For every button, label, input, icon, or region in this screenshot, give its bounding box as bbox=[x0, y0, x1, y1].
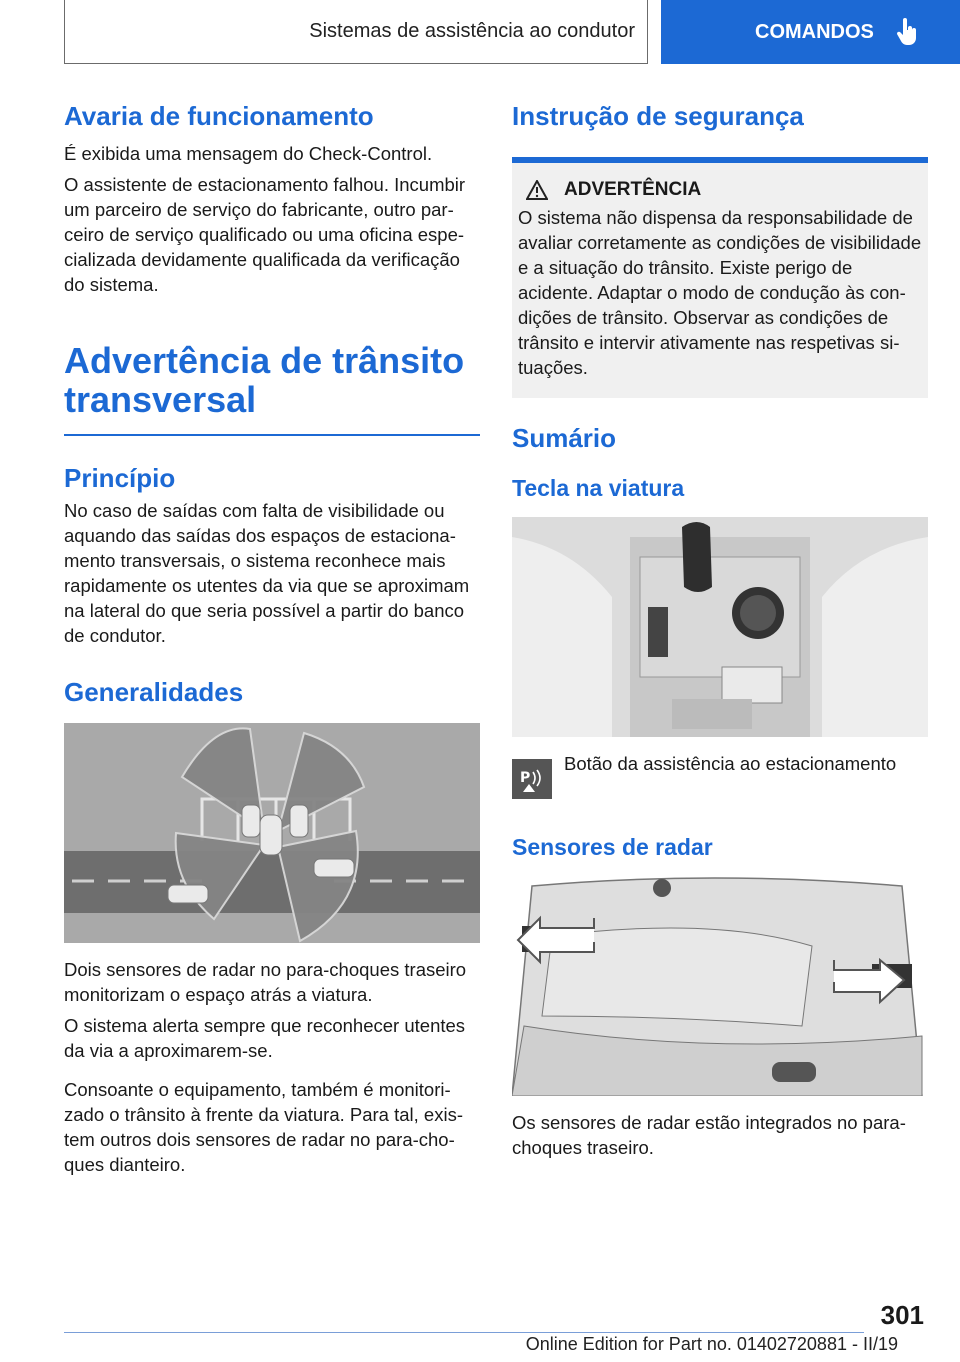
heading-rule bbox=[64, 434, 480, 436]
right-column bbox=[512, 100, 928, 1160]
pointing-hand-icon bbox=[896, 18, 918, 46]
radar-caption: Os sensores de radar estão integrados no para-choques traseiro. bbox=[512, 1111, 906, 1158]
left-column bbox=[64, 100, 480, 1177]
button-heading: Tecla na viatura bbox=[512, 475, 685, 501]
radar-heading: Sensores de radar bbox=[512, 833, 713, 860]
parking-assistant-button-icon bbox=[512, 759, 552, 799]
general-paragraph-3: Consoante o equipamento, também é monitorizado o trânsito à frente da viatura. Para tal, existem outros dois sensores de radar no para-choques dianteiro. bbox=[64, 1078, 463, 1175]
section-tab bbox=[661, 0, 960, 64]
general-paragraph-2: O sistema alerta sempre que reconhecer utentes da via a aproximarem-se. bbox=[64, 1014, 466, 1061]
page-number: 301 bbox=[880, 1300, 924, 1330]
summary-heading: Sumário bbox=[512, 422, 617, 453]
edition-footer: Online Edition for Part no. 01402720881 - II/19 bbox=[525, 1334, 898, 1354]
button-caption-row bbox=[512, 751, 928, 799]
malfunction-paragraph-1: É exibida uma mensagem do Check-Control. bbox=[64, 142, 433, 164]
warning-text: O sistema não dispensa da responsabilidade de avaliar corretamente as condições de visibilidade e a situação do trânsito. Existe perigo de acidente. Adaptar o modo de condução às condições de trânsito. Observar as condições de trânsito e intervir ativamente nas respetivas situações. bbox=[518, 206, 922, 378]
general-paragraph-1: Dois sensores de radar no para-choques traseiro monitorizam o espaço atrás a viatura. bbox=[64, 958, 467, 1005]
section-title: COMANDOS bbox=[755, 20, 874, 43]
malfunction-paragraph-2: O assistente de estacionamento falhou. Incumbir um parceiro de serviço do fabricante, outro parceiro de serviço qualificado ou uma oficina especializada devidamente qualificada da verificação do sistema. bbox=[64, 173, 466, 295]
footer-rule bbox=[64, 1332, 864, 1333]
rear-bumper-illustration bbox=[512, 876, 928, 1096]
safety-heading: Instrução de segurança bbox=[512, 101, 804, 131]
center-console-photo bbox=[512, 517, 928, 737]
malfunction-heading: Avaria de funcionamento bbox=[64, 101, 374, 131]
button-caption: Botão da assistência ao estacionamento bbox=[564, 752, 897, 774]
principle-heading: Princípio bbox=[64, 462, 176, 493]
general-heading: Generalidades bbox=[64, 677, 244, 708]
chapter-title: Sistemas de assistência ao condutor bbox=[309, 20, 635, 42]
warning-label: ADVERTÊNCIA bbox=[564, 178, 702, 200]
warning-box bbox=[512, 157, 928, 398]
main-section-heading: Advertência de trânsito transversal bbox=[64, 339, 465, 421]
principle-paragraph: No caso de saídas com falta de visibilidade ou aquando das saídas dos espaços de estacionamento transversais, o sistema reconhece mais rapidamente os utentes da via que se aproximam na lateral do que seria possível a partir do banco de condutor. bbox=[64, 500, 470, 647]
warning-triangle-icon bbox=[526, 180, 548, 200]
running-header-chapter bbox=[64, 0, 648, 64]
warning-title-row bbox=[518, 179, 922, 201]
svg-text:P: P bbox=[520, 769, 531, 786]
cross-traffic-illustration bbox=[64, 723, 480, 943]
